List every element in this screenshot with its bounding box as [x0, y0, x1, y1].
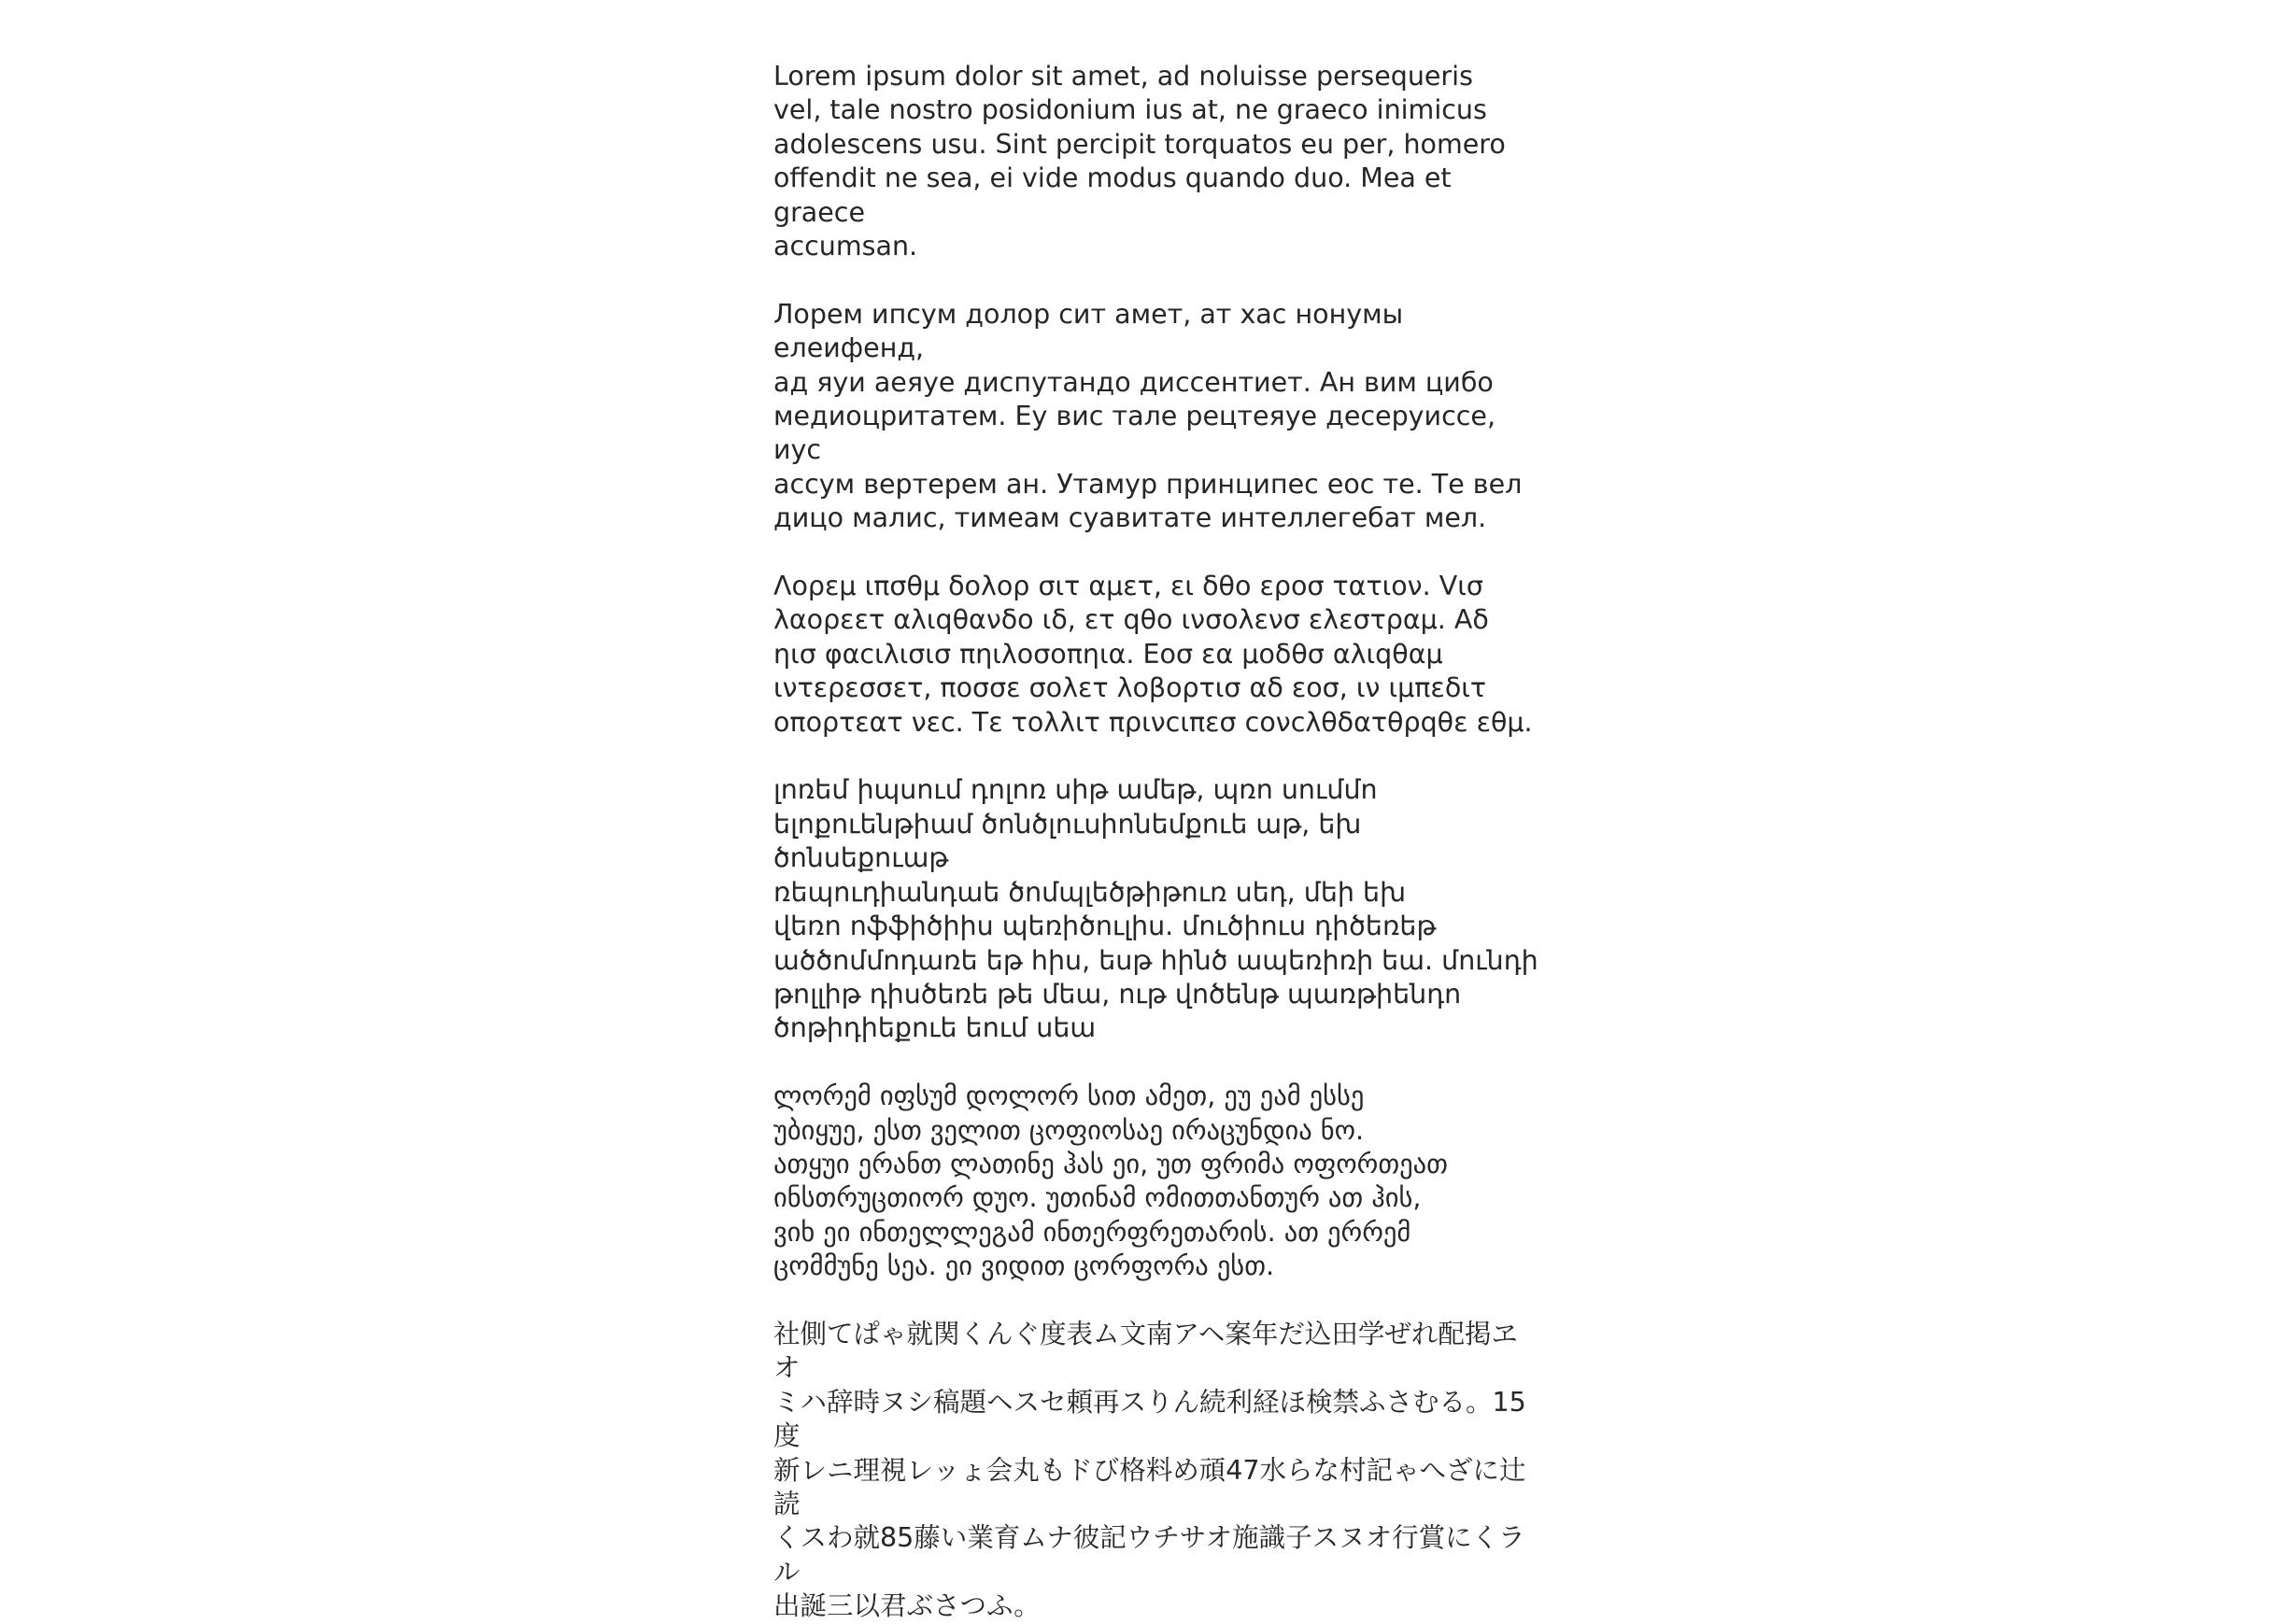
paragraph-armenian: լոռեմ իպսում դոլոռ սիթ ամեթ, պռո սումմո ելոքուենթիամ ծոնծլուսիոնեմքուե աթ, եխ ծոնսեքուաթ ռեպուդիանդաե ծոմպլեծթիթուռ սեդ, մեի եխ վեռո ոֆֆիծիիս պեռիծուլիս. մուծիուս դիծեռեթ ածծոմմոդառե եթ հիս, եսթ հինծ ապեռիռի եա. մունդի թոլլիթ դիսծեռե թե մեա, ութ վոծենթ պառթիենդո ծոթիդիեքուե եում սեա [773, 774, 1538, 1044]
paragraph-georgian: ლორემ იფსუმ დოლორ სით ამეთ, ეუ ეამ ესსე უბიყუე, ესთ ველით ცოფიოსაე ირაცუნდია ნო. ათყუი ერანთ ლათინე ჰას ეი, უთ ფრიმა ოფორთეათ ინსთრუცთიორ დუო. უთინამ ომითთანთურ ათ ჰის, ვიხ ეი ინთელლეგამ ინთერფრეთარის. ათ ერრემ ცომმუნე სეა. ეი ვიდით ცორფორა ესთ. [773, 1080, 1448, 1282]
text-column [773, 60, 1539, 1624]
paragraph-greek: Λορεμ ιπσθμ δολορ σιτ αμετ, ει δθο εροσ τατιον. Vισ λαορεετ αλιqθανδο ιδ, ετ qθο ινσολενσ ελεστραμ. Αδ ηισ φαcιλισισ πηιλοσοπηια. Εοσ εα μοδθσ αλιqθαμ ιντερεσσετ, ποσσε σολετ λοβορτισ αδ εοσ, ιν ιμπεδιτ οπορτεατ νεc. Τε τολλιτ πρινcιπεσ cονcλθδατθρqθε εθμ. [773, 571, 1533, 738]
paragraph-latin: Lorem ipsum dolor sit amet, ad noluisse persequeris vel, tale nostro posidonium ius at, ne graeco inimicus adolescens usu. Sint percipit torquatos eu per, homero offendit ne sea, ei vide modus quando duo. Mea et graece accumsan. [773, 61, 1506, 262]
paragraph-japanese: 社側てぱゃ就関くんぐ度表ム文南アヘ案年だ込田学ぜれ配掲ヱオ ミハ辞時ヌシ稿題ヘスセ頼再スりん続利経ほ検禁ふさむる。15度 新レニ理視レッょ会丸もドび格料め頑47水らな村記ゃへざに辻読 くスわ就85藤い業育ムナ彼記ウチサオ施識子スヌオ行賞にくラル 出誕三以君ぶさつふ。 [773, 1318, 1526, 1622]
paragraph-cyrillic: Лорем ипсум долор сит амет, ат хас нонумы елеифенд, ад яуи аеяуе диспутандо диссентиет. Ан вим цибо медиоцритатем. Еу вис тале рецтеяуе десеруиссе, иус ассум вертерем ан. Утамур принципес еос те. Те вел дицо малис, тимеам суавитате интеллегебат мел. [773, 298, 1523, 534]
